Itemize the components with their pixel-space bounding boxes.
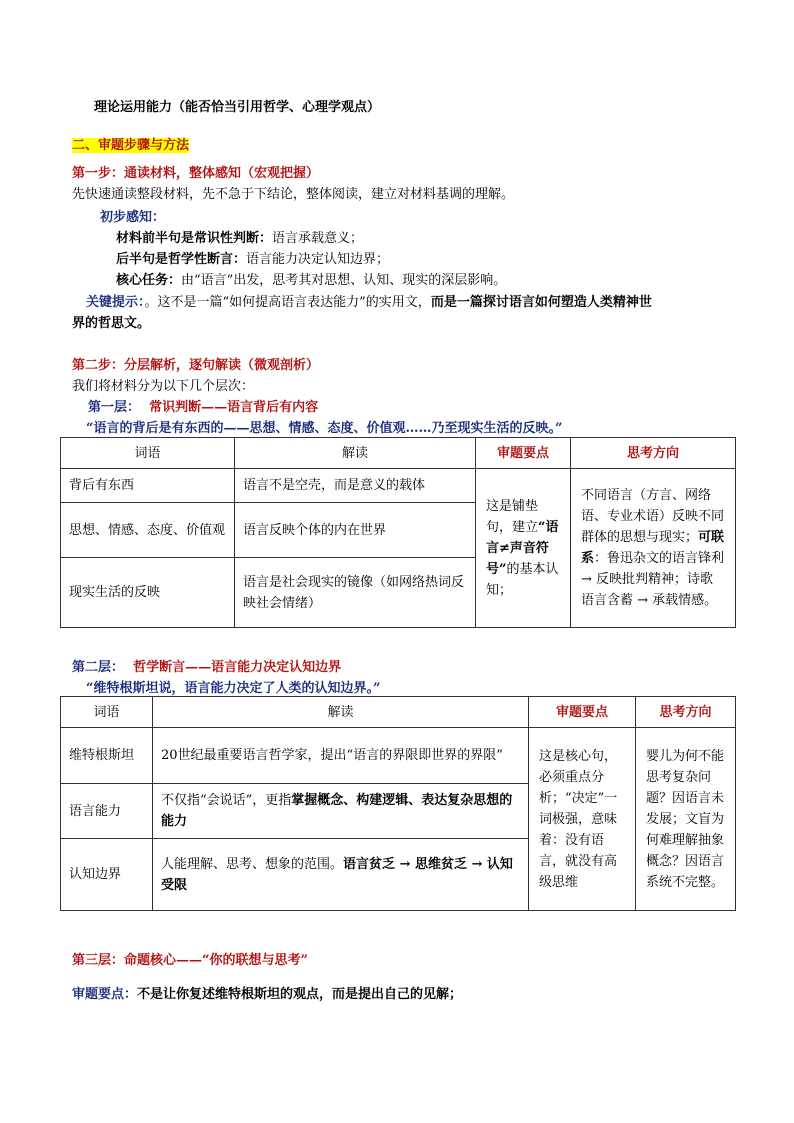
- row-explain: 语言是社会现实的镜像（如网络热词反映社会情绪）: [235, 558, 476, 628]
- intro-line: [94, 96, 380, 115]
- row-explain-a: 人能理解、思考、想象的范围。: [161, 856, 344, 872]
- row-term: 维特根斯坦: [61, 728, 153, 784]
- perception-item-1-text: 语言承载意义；: [272, 231, 364, 246]
- step1-desc: 先快速通读整段材料，先不急于下结论，整体阅读，建立对材料基调的理解。: [72, 187, 515, 202]
- row-term: 思想、情感、态度、价值观: [61, 503, 235, 558]
- key-hint-label: 关键提示：: [86, 295, 145, 310]
- layer1-title: [88, 396, 318, 415]
- step2-desc: 我们将材料分为以下几个层次：: [72, 379, 255, 394]
- layer2-title-prefix: 第二层：: [72, 660, 125, 675]
- layer1-direction-cell: [571, 469, 736, 628]
- layer2-point-cell: 这是核心句，必须重点分析；“决定”一词极强，意味着：没有语言，就没有高级思维: [529, 728, 636, 911]
- row-explain: [153, 784, 529, 839]
- layer2-title-text: 哲学断言——语言能力决定认知边界: [133, 660, 342, 675]
- layer2-direction-cell: 婴儿为何不能思考复杂问题？因语言未发展；文盲为何难理解抽象概念？因语言系统不完整。: [636, 728, 736, 911]
- section-title-text: 二、审题步骤与方法: [72, 138, 190, 153]
- layer1-direction-a: 不同语言（方言、网络语、专业术语）反映不同群体的思想与现实；: [581, 488, 725, 545]
- layer1-table: [60, 437, 736, 628]
- layer1-title-prefix: 第一层：: [88, 400, 141, 415]
- layer1-title-text: 常识判断——语言背后有内容: [149, 400, 319, 415]
- layer2-table: [60, 696, 736, 911]
- row-explain: 20世纪最重要语言哲学家，提出“语言的界限即世界的界限”: [153, 728, 529, 784]
- header-direction: 思考方向: [636, 697, 736, 728]
- perception-item-3-label: 核心任务：: [116, 273, 182, 288]
- layer1-direction-b: 可联系: [581, 530, 725, 566]
- layer3-point: [72, 983, 462, 1002]
- table-row: [61, 469, 736, 503]
- layer2-quote: “维特根斯坦说，语言能力决定了人类的认知边界。”: [86, 681, 381, 696]
- perception-item-2-text: 语言能力决定认知边界；: [246, 252, 390, 267]
- header-point: 审题要点: [529, 697, 636, 728]
- layer1-point-c: 的基本认知；: [486, 561, 559, 598]
- key-hint: [86, 291, 652, 310]
- layer2-header-row: [61, 697, 736, 728]
- header-explain: 解读: [153, 697, 529, 728]
- row-term: 语言能力: [61, 784, 153, 839]
- layer2-title: [72, 656, 341, 675]
- key-hint-emphasis: 而是一篇探讨语言如何塑造人类精神世: [430, 295, 652, 310]
- row-explain: 语言不是空壳，而是意义的载体: [235, 469, 476, 503]
- header-explain: 解读: [235, 438, 476, 469]
- row-explain: 语言反映个体的内在世界: [235, 503, 476, 558]
- row-explain-a: 不仅指“会说话”，更指: [161, 793, 292, 808]
- step2-title: 第二步：分层解析，逐句解读（微观剖析）: [72, 358, 320, 373]
- perception-item-3-text: 由“语言”出发，思考其对思想、认知、现实的深层影响。: [181, 273, 507, 288]
- header-point: 审题要点: [476, 438, 571, 469]
- key-hint-text: 。这不是一篇“如何提高语言表达能力”的实用文，: [144, 295, 431, 310]
- initial-perception-label: 初步感知：: [100, 210, 166, 225]
- perception-item-1: [116, 227, 363, 246]
- layer1-point-b: “语言≠声音符号”: [486, 519, 559, 577]
- header-term: 词语: [61, 697, 153, 728]
- layer3-title: 第三层：命题核心——“你的联想与思考”: [72, 953, 308, 968]
- header-direction: 思考方向: [571, 438, 736, 469]
- row-term: 现实生活的反映: [61, 558, 235, 628]
- key-hint-continued: 界的哲思文。: [72, 316, 151, 331]
- perception-item-2-label: 后半句是哲学性断言：: [116, 252, 247, 267]
- perception-item-1-label: 材料前半句是常识性判断：: [116, 231, 273, 246]
- row-term: 认知边界: [61, 839, 153, 911]
- layer3-point-label: 审题要点：: [72, 987, 138, 1002]
- row-explain-b: 掌握概念、构建逻辑、表达复杂思想的能力: [161, 793, 513, 829]
- header-term: 词语: [61, 438, 235, 469]
- layer3-point-text: 不是让你复述维特根斯坦的观点，而是提出自己的见解；: [137, 987, 463, 1002]
- layer1-quote: “语言的背后是有东西的——思想、情感、态度、价值观……乃至现实生活的反映。”: [86, 421, 563, 436]
- layer1-direction-c: ：鲁迅杂文的语言锋利 → 反映批判精神；诗歌语言含蓄 → 承载情感。: [581, 551, 725, 608]
- layer1-header-row: [61, 438, 736, 469]
- layer1-point-cell: [476, 469, 571, 628]
- step1-title: 第一步：通读材料，整体感知（宏观把握）: [72, 166, 320, 181]
- row-explain: [153, 839, 529, 911]
- row-explain-b: 语言贫乏 → 思维贫乏 → 认知受限: [161, 856, 513, 893]
- perception-item-2: [116, 248, 389, 267]
- table-row: [61, 728, 736, 784]
- section-title: [72, 134, 189, 153]
- layer1-point-a: 这是铺垫句，建立: [486, 498, 539, 535]
- perception-item-3: [116, 269, 506, 288]
- intro-text: 理论运用能力（能否恰当引用哲学、心理学观点）: [94, 100, 381, 115]
- row-term: 背后有东西: [61, 469, 235, 503]
